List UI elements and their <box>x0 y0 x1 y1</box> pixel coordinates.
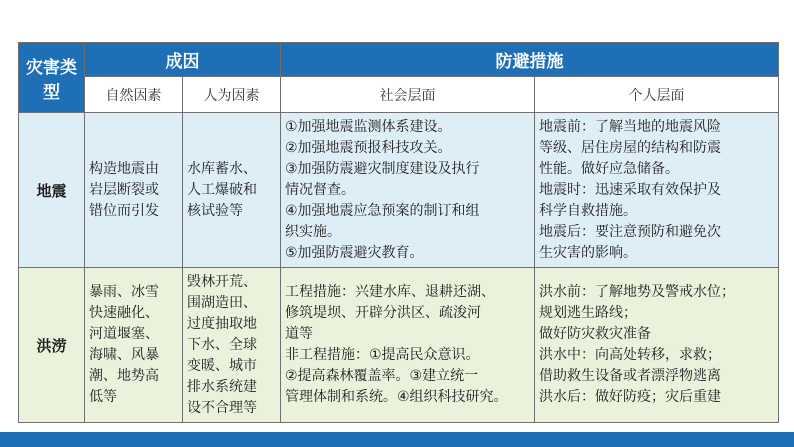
text-line: 情况督查。 <box>285 181 355 198</box>
cell-natural <box>85 268 183 423</box>
header-natural <box>85 77 183 113</box>
text-line: 地震前：了解当地的地震风险 <box>539 118 721 135</box>
header-personal-text: 个人层面 <box>628 87 685 104</box>
text-line: 水库蓄水、 <box>187 160 257 177</box>
text-line: 地震后：要注意预防和避免次 <box>539 223 721 240</box>
header-cause <box>85 43 281 77</box>
text-line: 变暖、城市 <box>187 357 257 374</box>
text-line: 设不合理等 <box>187 399 257 416</box>
cell-human <box>183 268 281 423</box>
text-line: 围湖造田、 <box>187 294 257 311</box>
text-line: 生灾害的影响。 <box>539 244 637 261</box>
text-line: 核试验等 <box>187 202 243 219</box>
disaster-type-label: 洪涝 <box>36 336 67 355</box>
text-line: 管理体制和系统。④组织科技研究。 <box>285 389 508 405</box>
text-line: ③加强防震避灾制度建设及执行 <box>285 160 480 177</box>
header-natural-text: 自然因素 <box>105 87 162 104</box>
text-line: 潮、地势高 <box>89 368 159 384</box>
header-cause-text: 成因 <box>165 52 200 72</box>
cell-type <box>19 268 85 423</box>
text-line: 洪水后：做好防疫；灾后重建 <box>539 389 721 405</box>
text-line: 构造地震由 <box>89 160 159 177</box>
text-line: 岩层断裂或 <box>89 181 159 198</box>
header-type <box>19 43 85 113</box>
text-line: 过度抽取地 <box>187 315 257 332</box>
text-line: 做好防灾救灾准备 <box>539 326 651 342</box>
header-human <box>183 77 281 113</box>
text-line: 河道堰塞、 <box>89 326 159 342</box>
cell-social <box>281 113 535 268</box>
text-line: 低等 <box>89 389 117 405</box>
text-line: 非工程措施：①提高民众意识。 <box>285 347 480 363</box>
text-line: 排水系统建 <box>187 378 257 395</box>
text-line: 织实施。 <box>285 223 341 240</box>
text-line: ④加强地震应急预案的制订和组 <box>285 202 480 219</box>
text-line: ②提高森林覆盖率。③建立统一 <box>285 368 479 384</box>
text-line: 规划逃生路线； <box>539 305 637 321</box>
table-row-earthquake <box>19 113 779 268</box>
text-line: 下水、全球 <box>187 336 257 353</box>
text-line: 性能。做好应急储备。 <box>539 160 679 177</box>
text-line: 科学自救措施。 <box>539 202 637 219</box>
text-line: 洪水中：向高处转移，求救； <box>539 347 721 363</box>
text-line: 工程措施：兴建水库、退耕还湖、 <box>285 284 495 300</box>
text-line: 快速融化、 <box>89 305 159 321</box>
text-line: ⑤加强防震避灾教育。 <box>285 244 424 261</box>
cell-personal <box>535 113 779 268</box>
header-type-text: 灾害类型 <box>26 57 77 103</box>
text-line: 修筑堤坝、开辟分洪区、疏浚河 <box>285 305 481 321</box>
cell-type <box>19 113 85 268</box>
text-line: 错位而引发 <box>89 202 159 219</box>
text-line: 洪水前：了解地势及警戒水位； <box>539 284 735 300</box>
table-row-flood <box>19 268 779 423</box>
cell-human <box>183 113 281 268</box>
text-line: 道等 <box>285 326 313 342</box>
text-line: 海啸、风暴 <box>89 347 159 363</box>
header-social-text: 社会层面 <box>379 87 436 104</box>
text-line: 借助救生设备或者漂浮物逃离 <box>539 368 721 384</box>
disaster-type-label: 地震 <box>36 181 67 200</box>
text-line: 暴雨、冰雪 <box>89 284 159 300</box>
header-human-text: 人为因素 <box>203 87 260 104</box>
header-prevention <box>281 43 779 77</box>
header-social <box>281 77 535 113</box>
header-prevention-text: 防避措施 <box>495 52 564 72</box>
text-line: 人工爆破和 <box>187 181 257 198</box>
cell-personal <box>535 268 779 423</box>
footer-bar <box>0 432 794 447</box>
text-line: ②加强地震预报科技攻关。 <box>285 139 452 156</box>
text-line: 地震时：迅速采取有效保护及 <box>539 181 721 198</box>
text-line: 等级、居住房屋的结构和防震 <box>539 139 721 156</box>
cell-natural <box>85 113 183 268</box>
text-line: 毁林开荒、 <box>187 273 257 290</box>
disaster-table <box>18 42 779 423</box>
header-personal <box>535 77 779 113</box>
text-line: ①加强地震监测体系建设。 <box>285 118 452 135</box>
cell-social <box>281 268 535 423</box>
